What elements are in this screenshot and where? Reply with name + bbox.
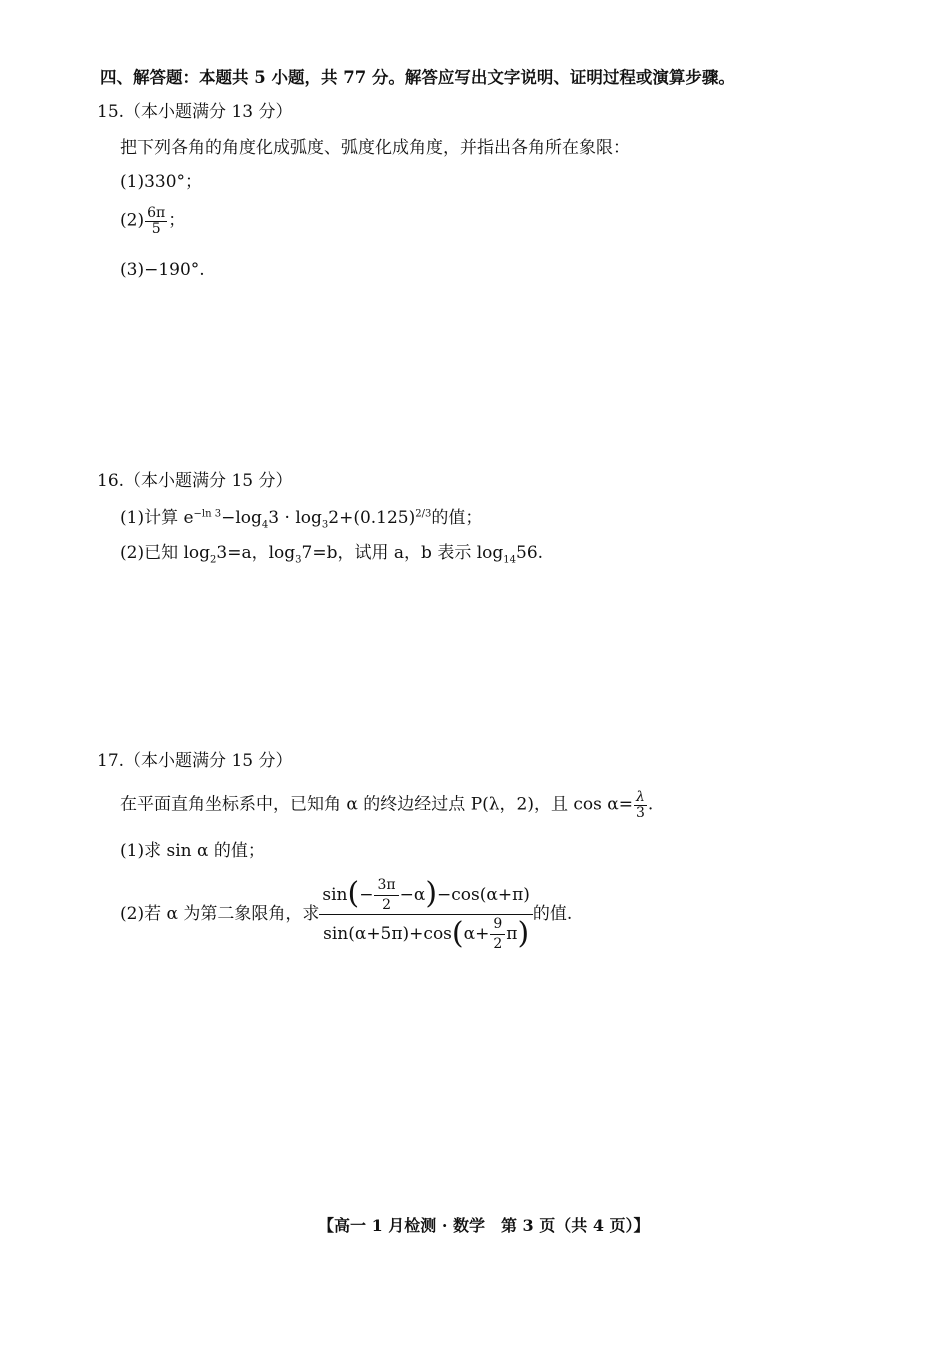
fraction-numerator: 3π (374, 878, 398, 896)
fraction-denominator: 2 (382, 896, 391, 913)
q17-title: 17.（本小题满分 15 分） (97, 751, 293, 771)
right-paren: ) (425, 876, 438, 912)
q17-intro-fraction (634, 790, 647, 820)
q17-part2 (120, 878, 572, 952)
fraction-numerator: 6π (147, 205, 166, 221)
q15-intro: 把下列各角的角度化成弧度、弧度化成角度，并指出各角所在象限： (120, 138, 630, 158)
q17-intro (120, 790, 653, 820)
fraction-numerator: 9 (490, 917, 505, 935)
q16-p1-exp: −ln 3 (193, 508, 222, 520)
q16-p1-sub1: 4 (261, 519, 269, 531)
fraction-numerator: λ (636, 789, 645, 805)
q17-intro-end: . (647, 794, 654, 815)
q16-title: 16.（本小题满分 15 分） (97, 471, 293, 491)
num-tail: −cos(α+π) (437, 884, 530, 905)
den-head: sin(α+5π)+cos (323, 924, 452, 945)
den-pi: π (506, 924, 518, 945)
right-paren: ) (517, 915, 530, 951)
q16-p1-sub2: 3 (321, 519, 329, 531)
left-paren: ( (347, 876, 360, 912)
left-paren: ( (451, 915, 464, 951)
q17-p2-suffix: 的值. (532, 904, 573, 925)
den-alpha: α+ (463, 924, 490, 945)
q15-part2-end: ； (168, 210, 186, 231)
q16-p2-sub3: 14 (503, 554, 517, 566)
q16-p2-prefix: (2)已知 log (120, 543, 211, 563)
q16-p1-suffix: 的值； (431, 508, 483, 528)
q15-part2-label: (2) (120, 210, 145, 231)
q17-expression-fraction (319, 878, 533, 952)
q15-part2 (120, 206, 185, 236)
q16-p1-mid1: −log (221, 508, 262, 528)
q16-p1-prefix: (1)计算 e (120, 508, 194, 528)
section-heading: 四、解答题：本题共 5 小题，共 77 分。解答应写出文字说明、证明过程或演算步骤。 (100, 68, 735, 87)
q16-p2-sub1: 2 (210, 554, 217, 566)
q16-p2-suffix: 56. (516, 543, 544, 563)
q16-p1-mid2: 3 · log (268, 508, 322, 528)
num-minus: − (359, 884, 374, 905)
q16-p1-mid3: 2+(0.125) (328, 508, 416, 528)
q16-part1 (120, 508, 483, 531)
q17-intro-prefix: 在平面直角坐标系中，已知角 α 的终边经过点 P(λ，2)，且 cos α= (120, 794, 633, 815)
expression-numerator (319, 878, 533, 915)
q15-part2-fraction (145, 206, 167, 236)
q17-p2-prefix: (2)若 α 为第二象限角，求 (120, 904, 320, 925)
fraction-denominator: 2 (493, 936, 503, 953)
q16-p2-mid1: 3=a，log (216, 543, 296, 563)
q16-p1-exp2: 2/3 (415, 508, 432, 520)
den-inner-fraction (490, 917, 505, 951)
q15-part3: (3)−190°. (120, 260, 205, 280)
q15-title: 15.（本小题满分 13 分） (97, 102, 293, 122)
fraction-denominator: 3 (636, 804, 645, 821)
q16-p2-sub2: 3 (295, 554, 302, 566)
num-sin: sin (322, 884, 348, 905)
q16-part2 (120, 543, 544, 566)
expression-denominator (320, 915, 532, 951)
num-alpha: −α (399, 884, 426, 905)
q15-part1: (1)330°； (120, 172, 203, 192)
page-footer: 【高一 1 月检测 · 数学 第 3 页（共 4 页）】 (318, 1216, 650, 1235)
num-inner-fraction (374, 878, 398, 912)
q17-part1: (1)求 sin α 的值； (120, 841, 265, 861)
q16-p2-mid2: 7=b，试用 a，b 表示 log (301, 543, 504, 563)
fraction-denominator: 5 (151, 220, 161, 237)
